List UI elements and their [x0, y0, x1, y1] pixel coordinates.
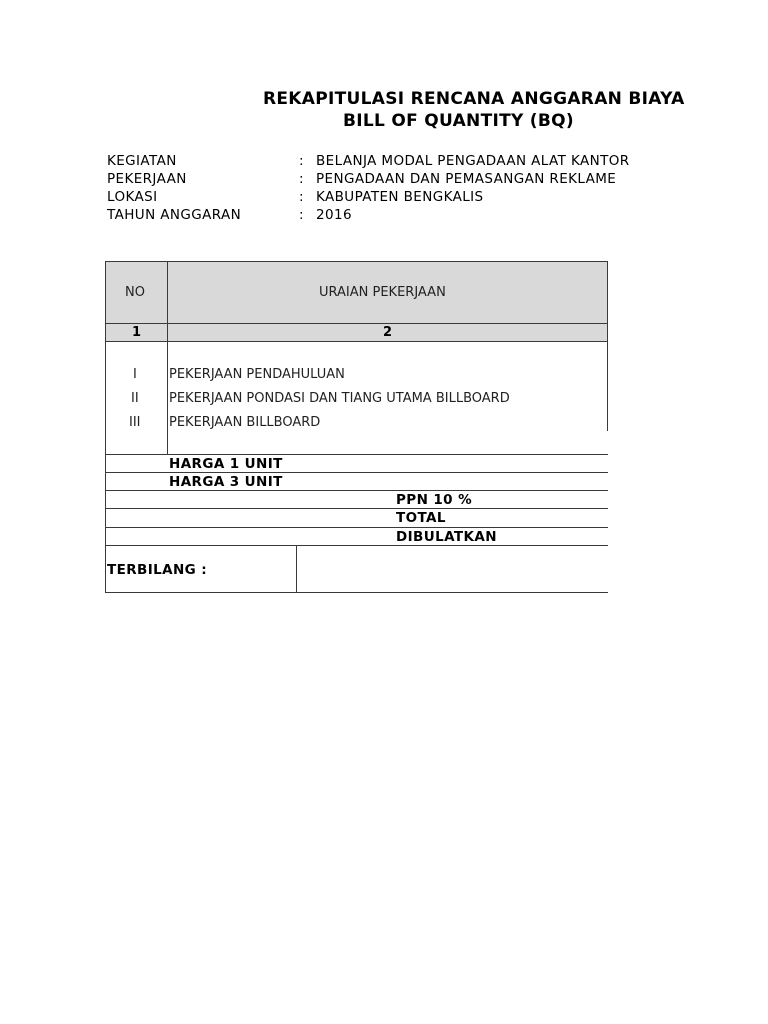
item-no: I	[133, 367, 137, 382]
item-no: III	[129, 415, 141, 430]
info-label: PEKERJAAN	[107, 171, 187, 187]
table-rule	[105, 508, 608, 509]
item-desc: PEKERJAAN BILLBOARD	[169, 415, 321, 430]
header-uraian: URAIAN PEKERJAAN	[319, 285, 446, 300]
info-colon: :	[299, 189, 304, 205]
item-desc: PEKERJAAN PONDASI DAN TIANG UTAMA BILLBOARD	[169, 391, 510, 406]
table-rule	[105, 472, 608, 473]
info-value: 2016	[316, 207, 352, 223]
info-value: BELANJA MODAL PENGADAAN ALAT KANTOR	[316, 153, 630, 169]
info-label: KEGIATAN	[107, 153, 177, 169]
info-label: LOKASI	[107, 189, 158, 205]
item-no: II	[131, 391, 139, 406]
table-rule	[105, 490, 608, 491]
table-rule	[105, 545, 608, 546]
table-col-divider	[167, 261, 168, 455]
info-colon: :	[299, 171, 304, 187]
item-desc: PEKERJAAN PENDAHULUAN	[169, 367, 345, 382]
info-value: KABUPATEN BENGKALIS	[316, 189, 484, 205]
index-no: 1	[132, 325, 142, 340]
info-colon: :	[299, 153, 304, 169]
table-index-bg	[106, 324, 608, 341]
table-rule	[105, 527, 608, 528]
terbilang-divider	[296, 545, 297, 593]
document-subtitle: BILL OF QUANTITY (BQ)	[343, 111, 574, 131]
document-title: REKAPITULASI RENCANA ANGGARAN BIAYA	[263, 89, 685, 109]
table-border-top	[105, 261, 608, 262]
info-label: TAHUN ANGGARAN	[107, 207, 242, 223]
dibulatkan-label: DIBULATKAN	[396, 529, 497, 545]
info-value: PENGADAAN DAN PEMASANGAN REKLAME	[316, 171, 617, 187]
table-border-right	[607, 261, 608, 431]
table-border-bottom	[105, 592, 608, 593]
info-colon: :	[299, 207, 304, 223]
harga-1-unit-label: HARGA 1 UNIT	[169, 456, 283, 472]
table-rule	[105, 341, 608, 342]
header-no: NO	[125, 285, 145, 300]
table-rule	[105, 454, 608, 455]
terbilang-label: TERBILANG :	[107, 562, 208, 578]
harga-3-unit-label: HARGA 3 UNIT	[169, 474, 283, 490]
table-border-left	[105, 261, 106, 593]
index-uraian: 2	[383, 325, 393, 340]
total-label: TOTAL	[396, 510, 446, 526]
ppn-label: PPN 10 %	[396, 492, 472, 508]
table-rule	[105, 323, 608, 324]
